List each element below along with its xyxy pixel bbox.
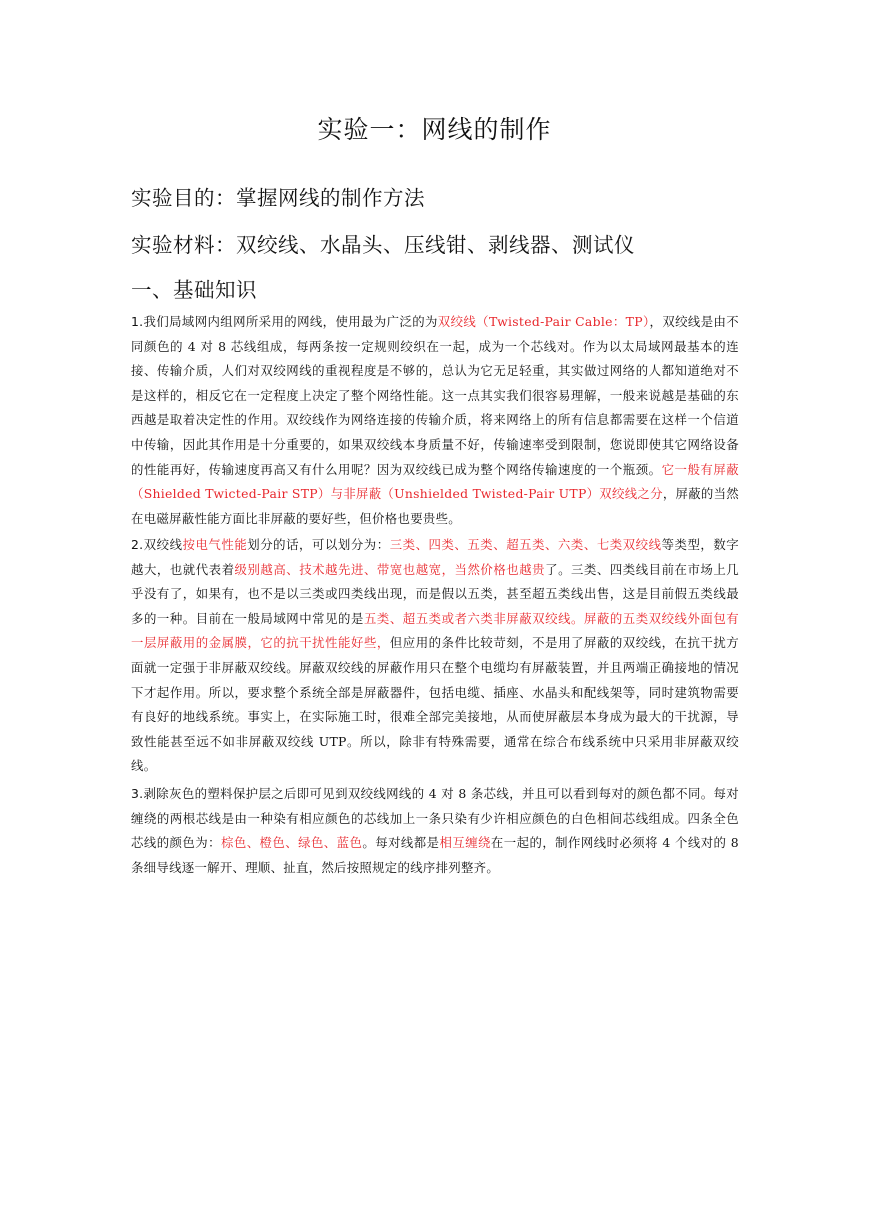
- paragraph-text: ，双绞线是由不同颜色的 4 对 8 芯线组成，每两条按一定规则绞织在一起，成为一个芯线对。作为以太局域网最基本的连接、传输介质，人们对双绞网线的重视程度是不够的，总认为它无足轻重，其实做过网络的人都知道绝对不是这样的，相反它在一定程度上决定了整个网络性能。这一点其实我们很容易理解，一般来说越是基础的东西越是取着决定性的作用。双绞线作为网络连接的传输介质，将来网络上的所有信息都需要在这样一个信道中传输，因此其作用是十分重要的，如果双绞线本身质量不好，传输速率受到限制，您说即使其它网络设备的性能再好，传输速度再高又有什么用呢？因为双绞线已成为整个网络传输速度的一个瓶颈。: [131, 314, 739, 477]
- paragraph-text: 我们局域网内组网所采用的网线，使用最为广泛的为: [143, 314, 438, 329]
- paragraph-text: ，屏蔽的当然在电磁屏蔽性能方面比非屏蔽的要好些，但价格也要贵些。: [131, 486, 739, 526]
- highlighted-text: 三类、四类、五类、超五类、六类、七类双绞线: [389, 537, 662, 552]
- paragraph-1: [131, 310, 739, 531]
- highlighted-text: 按电气性能: [182, 537, 248, 552]
- highlighted-text: 五类、超五类或者六类非屏蔽双绞线。屏蔽的五类双绞线外面包有一层屏蔽用的金属膜，它的抗干扰性能好些，: [131, 610, 739, 651]
- paragraph-text: 剥除灰色的塑料保护层之后即可见到双绞线网线的 4 对 8 条芯线，并且可以看到每对的颜色都不同。每对缠绕的两根芯线是由一种染有相应颜色的芯线加上一条只染有少许相应颜色的白色相间芯线组成。四条全色芯线的颜色为：: [131, 786, 739, 851]
- highlighted-text: 它一般有屏蔽（Shielded Twicted-Pair STP）与非屏蔽（Unshielded Twisted-Pair UTP）双绞线之分: [131, 461, 739, 502]
- paragraph-text: 但应用的条件比较苛刻，不是用了屏蔽的双绞线，在抗干扰方面就一定强于非屏蔽双绞线。屏蔽双绞线的屏蔽作用只在整个电缆均有屏蔽装置，并且两端正确接地的情况下才起作用。所以，要求整个系统全部是屏蔽器件，包括电缆、插座、水晶头和配线架等，同时建筑物需要有良好的地线系统。事实上，在实际施工时，很难全部完美接地，从而使屏蔽层本身成为最大的干扰源，导致性能甚至远不如非屏蔽双绞线 UTP。所以，除非有特殊需要，通常在综合布线系统中只采用非屏蔽双绞线。: [131, 635, 739, 774]
- purpose-heading: 实验目的：掌握网线的制作方法: [131, 186, 425, 210]
- paragraph-text: 了。三类、四类线目前在市场上几乎没有了，如果有，也不是以三类或四类线出现，而是假以五类，甚至超五类线出售，这是目前假五类线最多的一种。目前在一般局域网中常见的是: [131, 561, 739, 626]
- paragraph-number: 1.: [131, 314, 144, 329]
- paragraph-number: 2.: [131, 537, 144, 552]
- paragraph-text: 划分的话，可以划分为：: [247, 537, 390, 552]
- section-heading-basics: 一、基础知识: [131, 278, 257, 302]
- highlighted-text: 棕色、橙色、绿色、蓝色: [220, 835, 363, 851]
- paragraph-text: 等类型，数字越大，也就代表着: [131, 537, 739, 577]
- paragraph-text: 在一起的，制作网线时必须将 4 个线对的 8 条细导线逐一解开、理顺、扯直，然后按照规定的线序排列整齐。: [131, 835, 739, 875]
- paragraph-text: 双绞线: [143, 537, 183, 552]
- paragraph-text: 。每对线都是: [362, 835, 440, 851]
- highlighted-text: 相互缠绕: [439, 835, 491, 851]
- highlighted-text: 级别越高、技术越先进、带宽也越宽，当然价格也越贵: [234, 561, 546, 577]
- materials-heading: 实验材料：双绞线、水晶头、压线钳、剥线器、测试仪: [131, 233, 635, 257]
- paragraph-2: [131, 533, 739, 779]
- page-title: 实验一：网线的制作: [317, 115, 552, 144]
- highlighted-text: 双绞线（Twisted-Pair Cable：TP）: [437, 314, 650, 329]
- paragraph-3: [131, 782, 739, 880]
- paragraph-number: 3.: [131, 786, 144, 801]
